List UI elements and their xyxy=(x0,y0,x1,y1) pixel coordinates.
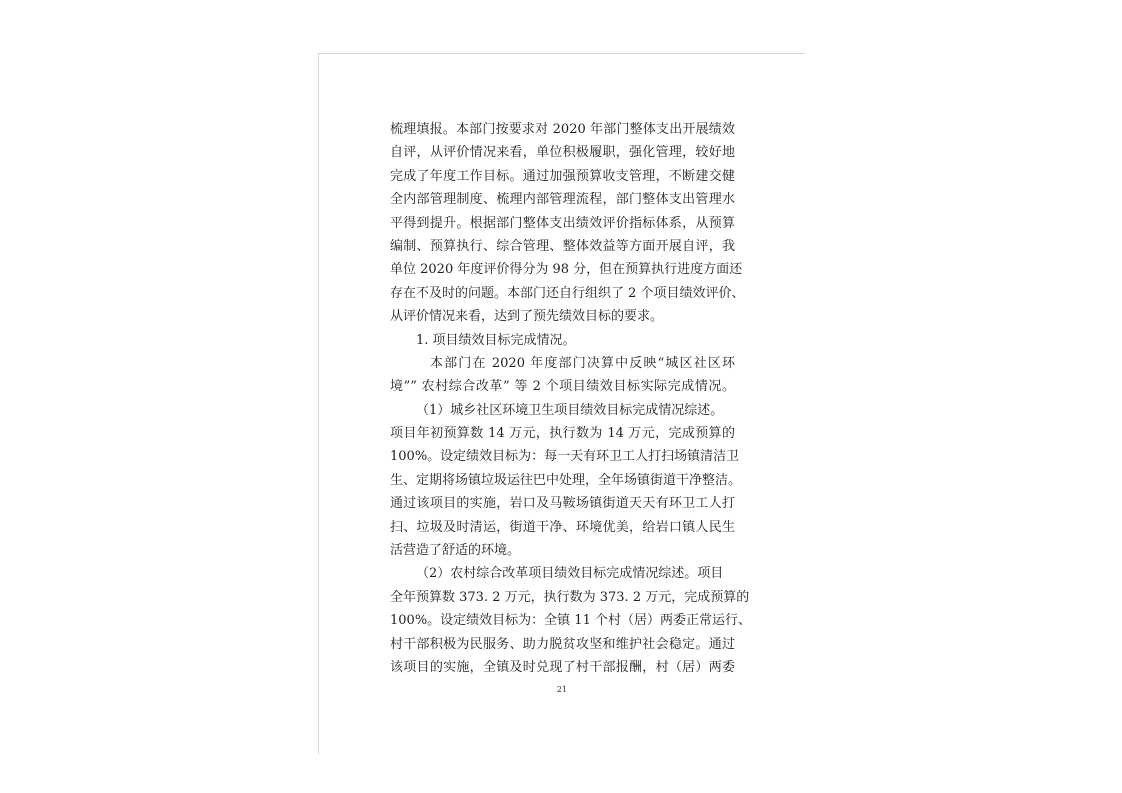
text-line: 生、定期将场镇垃圾运往巴中处理，全年场镇街道干净整洁。 xyxy=(390,472,742,488)
text-line: 活营造了舒适的环境。 xyxy=(390,543,521,559)
text-line: 单位 2020 年度评价得分为 98 分，但在预算执行进度方面还 xyxy=(390,262,743,278)
subsection-heading: （1）城乡社区环境卫生项目绩效目标完成情况综述。 xyxy=(416,402,724,418)
text-line: 100%。设定绩效目标为：每一天有环卫工人打扫场镇清洁卫 xyxy=(390,449,740,465)
text-line: 项目年初预算数 14 万元，执行数为 14 万元，完成预算的 xyxy=(390,426,735,442)
text-line: 自评，从评价情况来看，单位积极履职，强化管理，较好地 xyxy=(390,145,735,161)
page-number: 21 xyxy=(556,685,568,694)
document-page xyxy=(318,53,805,754)
text-line: 平得到提升。根据部门整体支出绩效评价指标体系，从预算 xyxy=(390,215,735,231)
body-text xyxy=(390,118,751,679)
text-line: 境”” 农村综合改革” 等 2 个项目绩效目标实际完成情况。 xyxy=(390,379,735,395)
text-line: 梳理填报。本部门按要求对 2020 年部门整体支出开展绩效 xyxy=(390,122,735,137)
text-line: 扫、垃圾及时清运，街道干净、环境优美，给岩口镇人民生 xyxy=(390,519,735,535)
text-line: 从评价情况来看，达到了预先绩效目标的要求。 xyxy=(390,309,664,325)
text-line: 完成了年度工作目标。通过加强预算收支管理，不断建交健 xyxy=(390,168,735,184)
text-line: 全年预算数 373. 2 万元，执行数为 373. 2 万元，完成预算的 xyxy=(390,589,750,605)
subsection-heading: （2）农村综合改革项目绩效目标完成情况综述。项目 xyxy=(416,566,724,582)
section-heading: 1. 项目绩效目标完成情况。 xyxy=(416,332,576,348)
text-line: 全内部管理制度、梳理内部管理流程，部门整体支出管理水 xyxy=(390,192,735,208)
text-line: 该项目的实施，全镇及时兑现了村干部报酬，村（居）两委 xyxy=(390,659,735,675)
text-line: 本部门在 2020 年度部门决算中反映“城区社区环 xyxy=(430,355,735,371)
text-line: 通过该项目的实施，岩口及马鞍场镇街道天天有环卫工人打 xyxy=(390,496,735,512)
text-line: 村干部积极为民服务、助力脱贫攻坚和维护社会稳定。通过 xyxy=(390,636,735,652)
text-line: 编制、预算执行、综合管理、整体效益等方面开展自评，我 xyxy=(390,238,735,254)
text-line: 100%。设定绩效目标为：全镇 11 个村（居）两委正常运行、 xyxy=(390,613,751,629)
text-line: 存在不及时的问题。本部门还自行组织了 2 个项目绩效评价、 xyxy=(390,285,745,301)
